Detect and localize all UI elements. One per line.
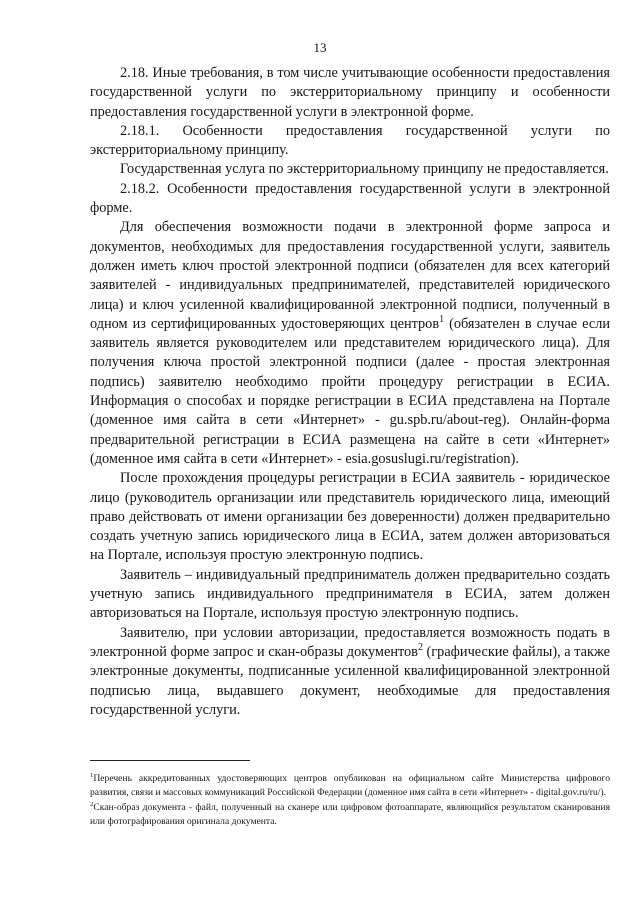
paragraph-2-18: 2.18. Иные требования, в том числе учитывающие особенности предоставления государственной услуги по экстерриториальному принципу и особенности предоставления государственной услуги в электронной форме. bbox=[90, 65, 610, 120]
footnote-2-text: Скан-образ документа - файл, полученный на сканере или цифровом фотоаппарате, являющийся результатом сканирования или фотографирования оригинала документа. bbox=[90, 802, 610, 827]
paragraph-electronic-signature bbox=[90, 218, 610, 469]
paragraph-entrepreneur: Заявитель – индивидуальный предприниматель должен предварительно создать учетную запись индивидуального предпринимателя в ЕСИА, затем должен авторизоваться на Портале, используя простую электронную подпись. bbox=[90, 566, 610, 622]
footnote-1-text: Перечень аккредитованных удостоверяющих центров опубликован на официальном сайте Министерства цифрового развития, связи и массовых коммуникаций Российской Федерации (доменное имя сайта в сети «Интернет» - digital.gov.ru/ru/). bbox=[90, 773, 610, 798]
paragraph-scan-documents-tail: (графические файлы), а также электронные документы, подписанные усиленной квалифицированной электронной подписью лица, выдавшего документ, необходимые для предоставления государственной услуги. bbox=[90, 643, 611, 718]
page-number: 13 bbox=[313, 40, 327, 55]
footnote-2 bbox=[90, 801, 610, 829]
paragraph-2-18-2: 2.18.2. Особенности предоставления государственной услуги в электронной форме. bbox=[90, 180, 610, 217]
paragraph-esia-registration: Для получения ключа простой электронной подписи (далее - простая электронная подпись) заявителю необходимо пройти процедуру регистрации в ЕСИА. Информация о способах и порядке регистрации в ЕСИА представлена на Портале (доменное имя сайта в сети «Интернет» - gu.spb.ru/about-reg). Онлайн-форма предварительной регистрации в ЕСИА размещена на сайте в сети «Интернет» (доменное имя сайта в сети «Интернет» - esia.gosuslugi.ru/registration). bbox=[90, 335, 610, 467]
paragraph-extraterritorial: Государственная услуга по экстерриториальному принципу не предоставляется. bbox=[120, 161, 609, 178]
footnotes bbox=[90, 772, 610, 830]
paragraph-legal-entity: После прохождения процедуры регистрации в ЕСИА заявитель - юридическое лицо (руководитель организации или представитель юридического лица, имеющий право действовать от имени организации без доверенности) должен предварительно создать учетную запись юридического лица в ЕСИА, затем должен авторизоваться на Портале, используя простую электронную подпись. bbox=[90, 470, 610, 564]
paragraph-electronic-signature-text: Для обеспечения возможности подачи в электронной форме запроса и документов, необходимых для предоставления государственной услуги, заявитель должен иметь ключ простой электронной подписи (обязателен для всех категорий заявителей - индивидуальных предпринимателей, представителей юридического лица) и ключ усиленной квалифицированной электронной подписи, полученный в одном из сертифицированных удостоверяющих центров bbox=[90, 219, 610, 332]
footnote-ref-2: 2 bbox=[417, 642, 423, 654]
paragraph-2-18-1: 2.18.1. Особенности предоставления государственной услуги по экстерриториальному принципу. bbox=[90, 122, 610, 159]
footnote-ref-1: 1 bbox=[439, 314, 445, 326]
footnote-divider bbox=[90, 760, 250, 761]
paragraph-scan-documents bbox=[90, 624, 610, 720]
footnote-1-mark: 1 bbox=[90, 771, 94, 779]
footnote-1 bbox=[90, 772, 610, 800]
footnote-2-mark: 2 bbox=[90, 800, 94, 808]
paragraph-electronic-signature-tail: (обязателен в случае если заявитель является руководителем или представителем юридического лица). bbox=[90, 315, 610, 352]
document-body bbox=[90, 64, 610, 720]
paragraph-scan-documents-text: Заявителю, при условии авторизации, предоставляется возможность подать в электронной форме запрос и скан-образы документов bbox=[90, 624, 610, 660]
